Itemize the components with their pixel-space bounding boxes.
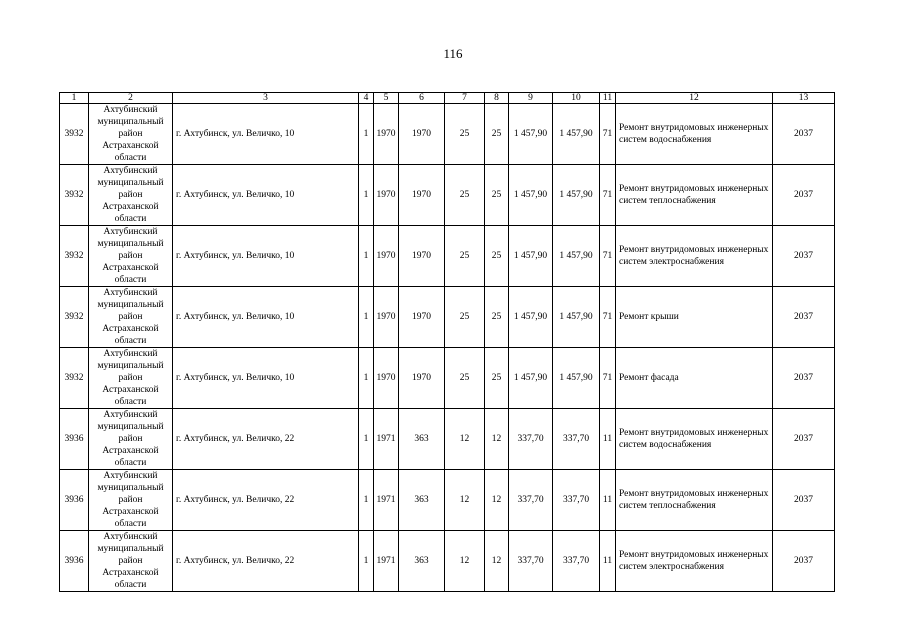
table-row <box>60 348 835 409</box>
column-6-cell: 363 <box>399 409 445 470</box>
work-type-cell: Ремонт внутридомовых инженерных систем электроснабжения <box>616 531 773 592</box>
table-row <box>60 226 835 287</box>
house-id-cell: 3936 <box>60 531 89 592</box>
column-10-cell: 1 457,90 <box>553 287 600 348</box>
column-7-cell: 25 <box>445 348 485 409</box>
table-row <box>60 104 835 165</box>
column-9-cell: 1 457,90 <box>509 104 553 165</box>
column-6-cell: 1970 <box>399 226 445 287</box>
column-number: 13 <box>773 93 835 104</box>
column-11-cell: 71 <box>600 348 616 409</box>
column-5-cell: 1970 <box>374 104 399 165</box>
column-8-cell: 25 <box>485 348 509 409</box>
column-9-cell: 337,70 <box>509 409 553 470</box>
address-cell: г. Ахтубинск, ул. Величко, 22 <box>173 470 359 531</box>
work-type-cell: Ремонт внутридомовых инженерных систем теплоснабжения <box>616 165 773 226</box>
column-5-cell: 1971 <box>374 531 399 592</box>
column-8-cell: 12 <box>485 531 509 592</box>
house-id-cell: 3932 <box>60 287 89 348</box>
column-10-cell: 1 457,90 <box>553 165 600 226</box>
year-cell: 2037 <box>773 470 835 531</box>
address-cell: г. Ахтубинск, ул. Величко, 22 <box>173 531 359 592</box>
column-7-cell: 12 <box>445 409 485 470</box>
column-11-cell: 11 <box>600 470 616 531</box>
column-10-cell: 1 457,90 <box>553 226 600 287</box>
work-type-cell: Ремонт внутридомовых инженерных систем водоснабжения <box>616 104 773 165</box>
table-row <box>60 165 835 226</box>
column-7-cell: 25 <box>445 226 485 287</box>
house-id-cell: 3936 <box>60 409 89 470</box>
column-number: 12 <box>616 93 773 104</box>
year-cell: 2037 <box>773 531 835 592</box>
year-cell: 2037 <box>773 165 835 226</box>
column-10-cell: 337,70 <box>553 531 600 592</box>
column-10-cell: 337,70 <box>553 409 600 470</box>
table-row <box>60 287 835 348</box>
address-cell: г. Ахтубинск, ул. Величко, 10 <box>173 104 359 165</box>
column-7-cell: 25 <box>445 165 485 226</box>
year-cell: 2037 <box>773 409 835 470</box>
column-7-cell: 25 <box>445 104 485 165</box>
year-cell: 2037 <box>773 287 835 348</box>
column-9-cell: 1 457,90 <box>509 165 553 226</box>
column-11-cell: 71 <box>600 287 616 348</box>
house-id-cell: 3932 <box>60 226 89 287</box>
address-cell: г. Ахтубинск, ул. Величко, 10 <box>173 226 359 287</box>
district-cell: Ахтубинский муниципальный район Астраханской области <box>89 287 173 348</box>
district-cell: Ахтубинский муниципальный район Астраханской области <box>89 531 173 592</box>
column-number-row <box>60 93 835 104</box>
column-5-cell: 1970 <box>374 348 399 409</box>
district-cell: Ахтубинский муниципальный район Астраханской области <box>89 470 173 531</box>
column-4-cell: 1 <box>359 470 374 531</box>
column-9-cell: 1 457,90 <box>509 287 553 348</box>
column-number: 8 <box>485 93 509 104</box>
work-type-cell: Ремонт фасада <box>616 348 773 409</box>
address-cell: г. Ахтубинск, ул. Величко, 22 <box>173 409 359 470</box>
work-type-cell: Ремонт внутридомовых инженерных систем водоснабжения <box>616 409 773 470</box>
column-number: 11 <box>600 93 616 104</box>
district-cell: Ахтубинский муниципальный район Астраханской области <box>89 104 173 165</box>
column-6-cell: 1970 <box>399 348 445 409</box>
column-4-cell: 1 <box>359 104 374 165</box>
column-number: 10 <box>553 93 600 104</box>
column-8-cell: 25 <box>485 226 509 287</box>
year-cell: 2037 <box>773 104 835 165</box>
column-9-cell: 1 457,90 <box>509 348 553 409</box>
column-5-cell: 1971 <box>374 409 399 470</box>
district-cell: Ахтубинский муниципальный район Астраханской области <box>89 165 173 226</box>
column-number: 7 <box>445 93 485 104</box>
column-11-cell: 71 <box>600 226 616 287</box>
year-cell: 2037 <box>773 226 835 287</box>
column-5-cell: 1970 <box>374 287 399 348</box>
column-9-cell: 337,70 <box>509 470 553 531</box>
table-body <box>60 93 835 592</box>
column-6-cell: 1970 <box>399 104 445 165</box>
column-4-cell: 1 <box>359 348 374 409</box>
column-4-cell: 1 <box>359 531 374 592</box>
district-cell: Ахтубинский муниципальный район Астраханской области <box>89 226 173 287</box>
column-number: 9 <box>509 93 553 104</box>
column-8-cell: 25 <box>485 104 509 165</box>
column-7-cell: 12 <box>445 470 485 531</box>
column-number: 6 <box>399 93 445 104</box>
column-10-cell: 1 457,90 <box>553 104 600 165</box>
column-number: 1 <box>60 93 89 104</box>
table-row <box>60 409 835 470</box>
house-id-cell: 3932 <box>60 348 89 409</box>
work-type-cell: Ремонт внутридомовых инженерных систем электроснабжения <box>616 226 773 287</box>
column-11-cell: 11 <box>600 531 616 592</box>
column-11-cell: 71 <box>600 165 616 226</box>
column-4-cell: 1 <box>359 226 374 287</box>
district-cell: Ахтубинский муниципальный район Астраханской области <box>89 348 173 409</box>
column-10-cell: 337,70 <box>553 470 600 531</box>
address-cell: г. Ахтубинск, ул. Величко, 10 <box>173 165 359 226</box>
house-id-cell: 3936 <box>60 470 89 531</box>
address-cell: г. Ахтубинск, ул. Величко, 10 <box>173 348 359 409</box>
table-row <box>60 531 835 592</box>
column-number: 5 <box>374 93 399 104</box>
district-cell: Ахтубинский муниципальный район Астраханской области <box>89 409 173 470</box>
house-id-cell: 3932 <box>60 104 89 165</box>
column-number: 3 <box>173 93 359 104</box>
column-7-cell: 12 <box>445 531 485 592</box>
column-5-cell: 1970 <box>374 226 399 287</box>
column-9-cell: 1 457,90 <box>509 226 553 287</box>
page-number: 116 <box>443 46 463 61</box>
registry-table <box>59 92 835 592</box>
year-cell: 2037 <box>773 348 835 409</box>
column-6-cell: 363 <box>399 470 445 531</box>
column-11-cell: 71 <box>600 104 616 165</box>
column-8-cell: 12 <box>485 470 509 531</box>
column-6-cell: 1970 <box>399 287 445 348</box>
column-8-cell: 25 <box>485 287 509 348</box>
column-11-cell: 11 <box>600 409 616 470</box>
work-type-cell: Ремонт внутридомовых инженерных систем теплоснабжения <box>616 470 773 531</box>
column-4-cell: 1 <box>359 287 374 348</box>
column-5-cell: 1970 <box>374 165 399 226</box>
column-4-cell: 1 <box>359 165 374 226</box>
table-row <box>60 470 835 531</box>
work-type-cell: Ремонт крыши <box>616 287 773 348</box>
column-8-cell: 12 <box>485 409 509 470</box>
column-5-cell: 1971 <box>374 470 399 531</box>
column-10-cell: 1 457,90 <box>553 348 600 409</box>
column-6-cell: 363 <box>399 531 445 592</box>
column-7-cell: 25 <box>445 287 485 348</box>
column-4-cell: 1 <box>359 409 374 470</box>
column-8-cell: 25 <box>485 165 509 226</box>
column-number: 4 <box>359 93 374 104</box>
house-id-cell: 3932 <box>60 165 89 226</box>
column-number: 2 <box>89 93 173 104</box>
column-6-cell: 1970 <box>399 165 445 226</box>
address-cell: г. Ахтубинск, ул. Величко, 10 <box>173 287 359 348</box>
column-9-cell: 337,70 <box>509 531 553 592</box>
